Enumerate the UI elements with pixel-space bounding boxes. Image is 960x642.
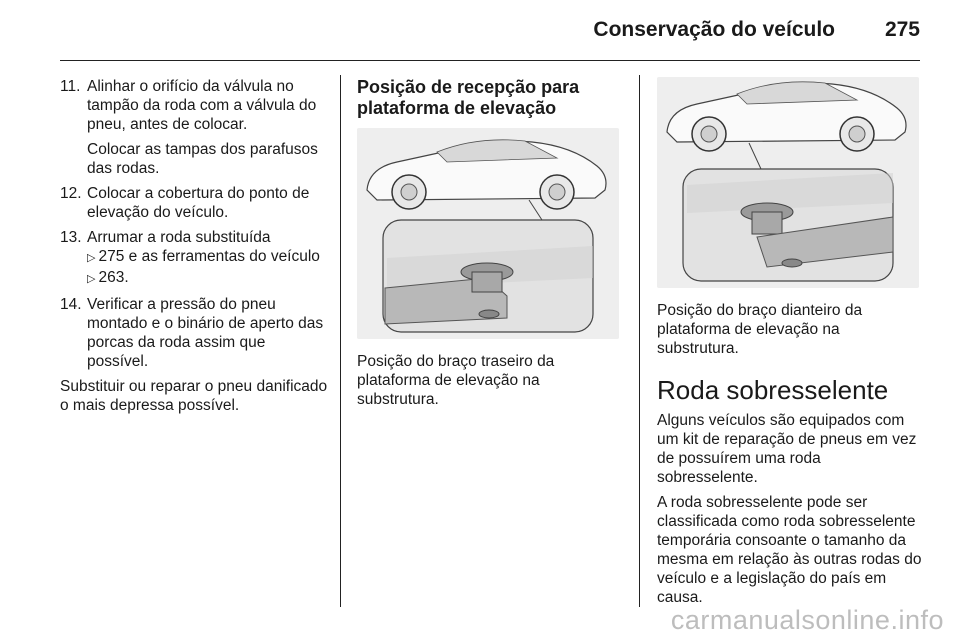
step-text: Verificar a pressão do pneu montado e o binário de aperto das porcas da roda assim que possível. bbox=[87, 296, 324, 370]
note-text: Substituir ou reparar o pneu danificado o mais depressa possível. bbox=[60, 378, 328, 414]
figure-caption: Posição do braço dianteiro da plataforma de elevação na substrutura. bbox=[657, 302, 863, 357]
step-14 bbox=[60, 295, 328, 371]
step-11 bbox=[60, 77, 328, 178]
car-lift-illustration bbox=[357, 128, 619, 339]
step-text: e as ferramentas do veículo bbox=[128, 248, 320, 265]
triangle-right-icon: ▷ bbox=[87, 273, 96, 285]
cross-reference-link[interactable]: 263 bbox=[98, 269, 125, 286]
page-title: Conservação do veículo bbox=[593, 18, 835, 41]
column-2 bbox=[357, 77, 625, 409]
paragraph: Alguns veículos são equipados com um kit de reparação de pneus em vez de possuírem uma roda sobresselente. bbox=[657, 412, 917, 486]
step-text: Colocar as tampas dos parafusos das rodas. bbox=[87, 141, 318, 177]
column-divider-2 bbox=[639, 75, 640, 607]
column-divider-1 bbox=[340, 75, 341, 607]
header-divider bbox=[60, 60, 920, 61]
column-1 bbox=[60, 77, 328, 415]
step-text: Colocar a cobertura do ponto de elevação do veículo. bbox=[87, 185, 310, 221]
step-number: 11. bbox=[60, 78, 81, 95]
step-text: Alinhar o orifício da válvula no tampão da roda com a válvula do pneu, antes de colocar. bbox=[87, 78, 317, 133]
step-12 bbox=[60, 184, 328, 222]
triangle-right-icon: ▷ bbox=[87, 252, 96, 264]
cross-reference-link[interactable]: 275 bbox=[98, 248, 125, 265]
step-number: 13. bbox=[60, 229, 82, 246]
step-number: 12. bbox=[60, 185, 82, 202]
figure-caption: Posição do braço traseiro da plataforma de elevação na substrutura. bbox=[357, 353, 555, 408]
step-text: Arrumar a roda substituída bbox=[87, 229, 271, 246]
step-13 bbox=[60, 228, 328, 289]
step-text: . bbox=[124, 269, 129, 286]
page-number: 275 bbox=[884, 18, 920, 41]
rear-lift-arm-figure bbox=[357, 128, 619, 339]
step-number: 14. bbox=[60, 296, 82, 313]
car-lift-illustration bbox=[657, 77, 919, 288]
front-lift-arm-figure bbox=[657, 77, 919, 288]
watermark: carmanualsonline.info bbox=[670, 605, 944, 635]
column-3 bbox=[657, 77, 925, 613]
section-title: Roda sobresselente bbox=[657, 375, 889, 405]
section-heading: Posição de recepção para plataforma de elevação bbox=[357, 77, 580, 118]
paragraph: A roda sobresselente pode ser classificada como roda sobresselente temporária consoante o tamanho da mesma em relação às outras rodas do veículo e a legislação do país em causa. bbox=[657, 494, 922, 606]
